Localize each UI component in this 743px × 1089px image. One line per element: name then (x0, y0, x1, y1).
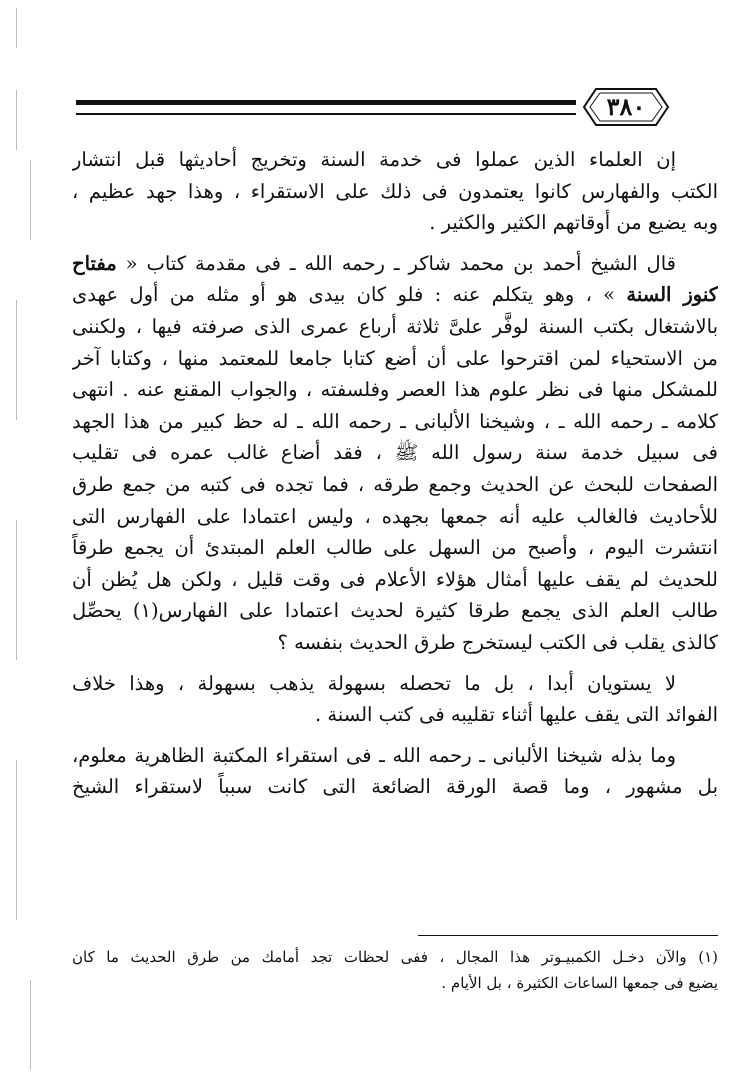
body-text (72, 144, 718, 812)
text-line: لا يستويان أبدا ، بل ما تحصله بسهولة يذهب بسهولة ، وهذا خلاف (72, 671, 676, 695)
text-line: وبه يضيع من أوقاتهم الكثير والكثير . (429, 211, 718, 235)
text-line: فى سبيل خدمة سنة رسول الله ﷺ ، فقد أضاع غالب عمره فى تقليب (72, 441, 718, 465)
scan-artifact (30, 160, 31, 240)
footnote-line: يضيع فى جمعها الساعات الكثيرة ، بل الأيام . (441, 974, 718, 992)
footnote-line: (١) والآن دخـل الكمبيـوتر هذا المجال ، ففى لحظات تجد أمامك من طرق الحديث ما كان (72, 948, 718, 966)
page-number: ٣٨٠ (606, 92, 646, 121)
footnote (72, 944, 718, 996)
scan-artifact (16, 8, 17, 48)
text-line: إن العلماء الذين عملوا فى خدمة السنة وتخريج أحاديثها قبل انتشار (72, 148, 676, 171)
text-line: الكتب والفهارس كانوا يعتمدون فى ذلك على الاستقراء ، وهذا جهد عظيم ، (72, 179, 718, 203)
book-title-bold: كنوز السنة (626, 283, 718, 307)
text-line: انتشرت اليوم ، وأصبح من السهل على طالب العلم المبتدئ أن يجمع طرقاً (72, 536, 718, 560)
text-line (72, 279, 718, 311)
header-rule-thin (76, 113, 576, 115)
inline-text: قال الشيخ أحمد بن محمد شاكر ـ رحمه الله ـ فى مقدمة كتاب « (116, 251, 676, 275)
scan-artifact (30, 980, 31, 1070)
text-line: كالذى يقلب فى الكتب ليستخرج طرق الحديث بنفسه ؟ (277, 630, 718, 654)
page-number-ornament (582, 86, 670, 128)
text-line (72, 248, 718, 280)
text-line: بالاشتغال بكتب السنة لوفَّر علىَّ ثلاثة أرباع عمرى الذى صرفته فيها ، ولكننى (72, 314, 718, 338)
text-line: الصفحات للبحث عن الحديث وجمع طرقه ، فما تجده فى كتبه من جمع طرق (72, 472, 718, 496)
paragraph-1 (72, 144, 718, 239)
book-title-bold: مفتاح (72, 251, 117, 275)
scan-artifact (16, 300, 17, 420)
text-line: كلامه ـ رحمه الله ـ ، وشيخنا الألبانى ـ رحمه الله ـ له حظ كبير من هذا الجهد (72, 409, 718, 433)
scan-artifact (16, 760, 17, 920)
scan-artifact (16, 90, 17, 150)
scan-artifact (16, 520, 17, 660)
text-line: للحديث لم يقف عليها أمثال هؤلاء الأعلام فى وقت قليل ، ولكن هل يُظن أن (72, 567, 718, 591)
text-line: من الاستحياء لمن اقترحوا على أن أضع كتابا جامعا للمعتمد منها ، وكتابا آخر (72, 346, 718, 370)
footnote-rule (418, 935, 718, 936)
paragraph-4 (72, 740, 718, 803)
text-line: للمشكل منها فى نظر علوم هذا العصر وفلسفته ، والجواب المقنع عنه . انتهى (72, 378, 718, 402)
header-rule-thick (76, 100, 576, 105)
text-line: طالب العلم الذى يجمع طرقا كثيرة لحديث اعتمادا على الفهارس(١) يحصِّل (72, 599, 718, 623)
paragraph-3 (72, 668, 718, 731)
paragraph-2 (72, 248, 718, 659)
text-line: بل مشهور ، وما قصة الورقة الضائعة التى كانت سبباً لاستقراء الشيخ (72, 775, 718, 799)
text-line: الفوائد التى يقف عليها أثناء تقليبه فى كتب السنة . (314, 703, 718, 727)
text-line: وما بذله شيخنا الألبانى ـ رحمه الله ـ فى استقراء المكتبة الظاهرية معلوم، (72, 743, 676, 767)
inline-text: » ، وهو يتكلم عنه : فلو كان بيدى هو أو مثله من أول عهدى (72, 283, 627, 307)
text-line: للأحاديث فالغالب عليه أنه جمعها بجهده ، وليس اعتمادا على الفهارس التى (72, 504, 718, 528)
